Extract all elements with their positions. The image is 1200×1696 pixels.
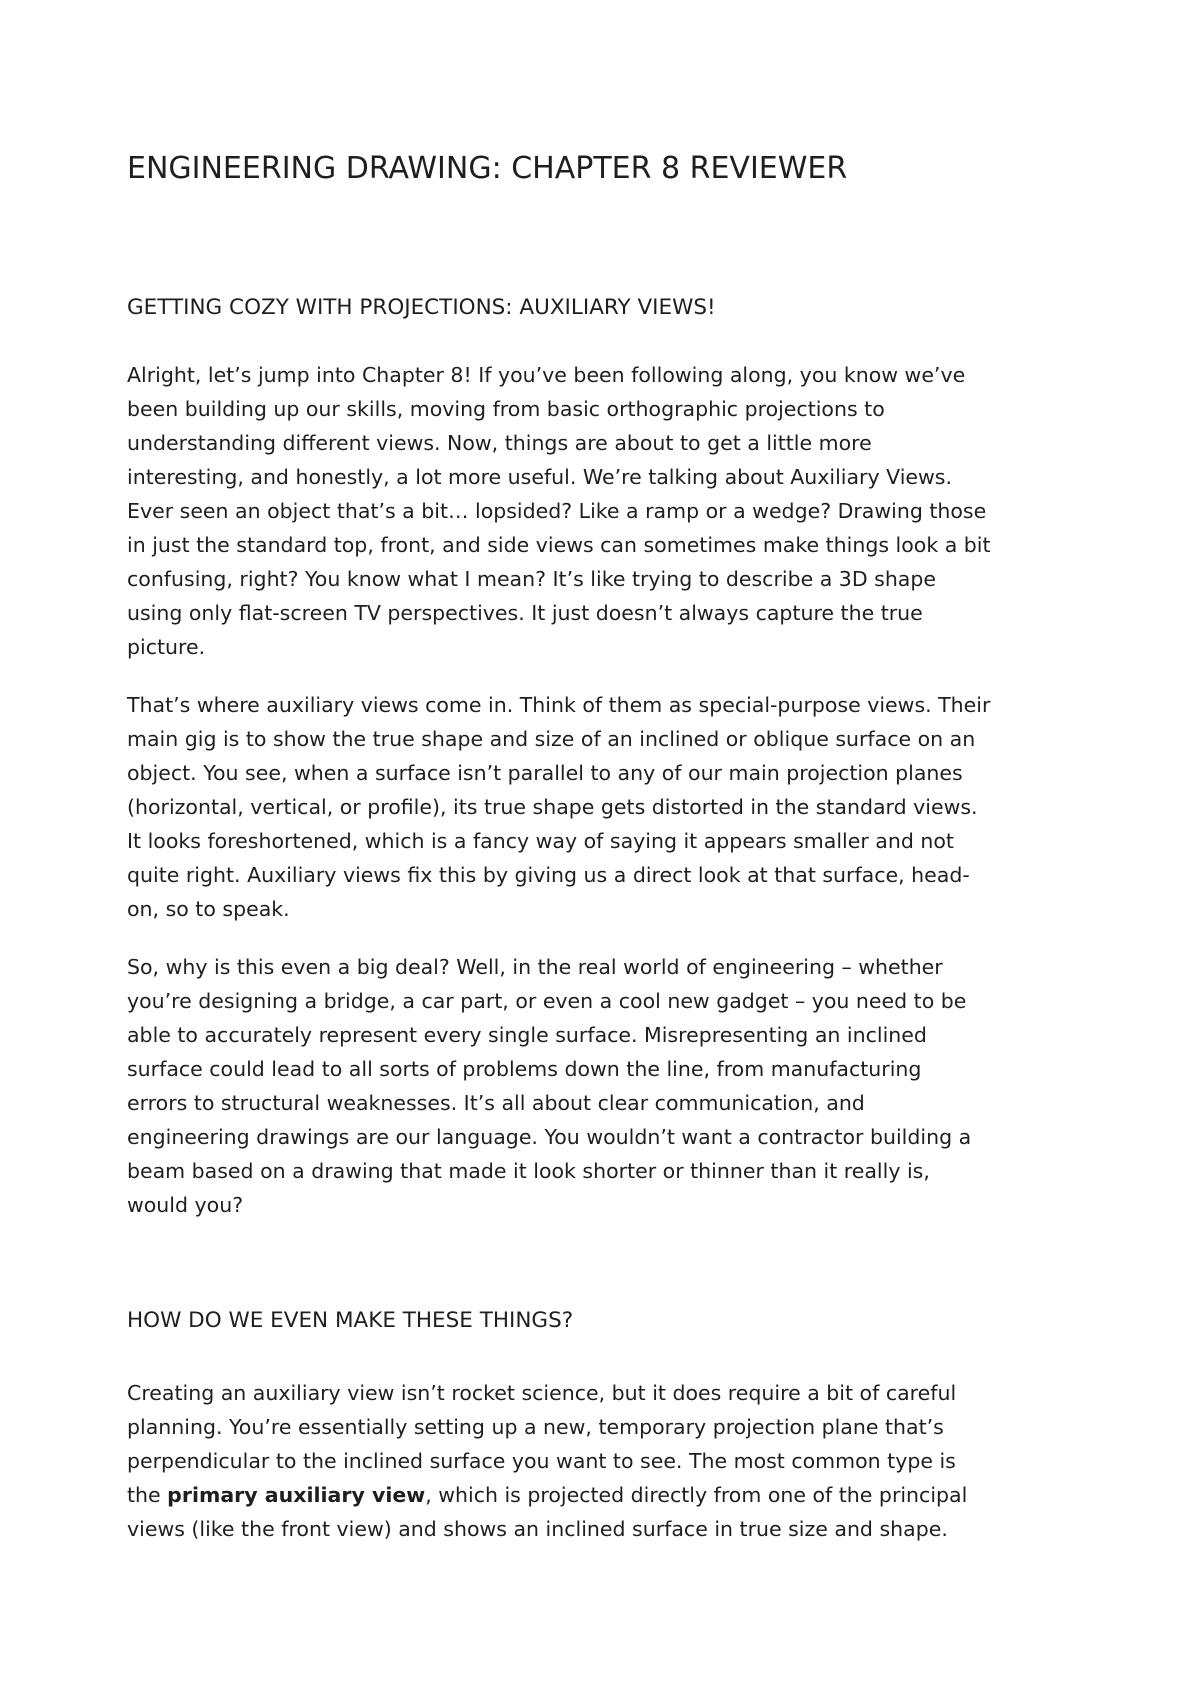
paragraph-line: perpendicular to the inclined surface you want to see. The most common type is (127, 1449, 956, 1473)
paragraph-line: That’s where auxiliary views come in. Think of them as special-purpose views. Their (127, 693, 991, 717)
paragraph-line: (horizontal, vertical, or profile), its true shape gets distorted in the standard views. (127, 795, 978, 819)
paragraph-line: surface could lead to all sorts of problems down the line, from manufacturing (127, 1057, 922, 1081)
paragraph-line: interesting, and honestly, a lot more useful. We’re talking about Auxiliary Views. (127, 465, 952, 489)
paragraph-line: picture. (127, 635, 206, 659)
paragraph-line: planning. You’re essentially setting up a new, temporary projection plane that’s (127, 1415, 944, 1439)
paragraph-line: object. You see, when a surface isn’t parallel to any of our main projection planes (127, 761, 963, 785)
text-before-bold: the (127, 1483, 168, 1507)
paragraph-line: Alright, let’s jump into Chapter 8! If you’ve been following along, you know we’ve (127, 363, 966, 387)
paragraph-intro (127, 358, 1077, 664)
paragraph-line: in just the standard top, front, and side views can sometimes make things look a bit (127, 533, 991, 557)
paragraph-line: confusing, right? You know what I mean? It’s like trying to describe a 3D shape (127, 567, 936, 591)
paragraph-line: It looks foreshortened, which is a fancy way of saying it appears smaller and not (127, 829, 954, 853)
paragraph-line: been building up our skills, moving from basic orthographic projections to (127, 397, 885, 421)
bold-term-primary-auxiliary-view: primary auxiliary view (167, 1483, 426, 1507)
section-heading-how-to-make: HOW DO WE EVEN MAKE THESE THINGS? (127, 1308, 574, 1333)
text-after-bold: , which is projected directly from one of the principal (425, 1483, 968, 1507)
section-heading-auxiliary-views: GETTING COZY WITH PROJECTIONS: AUXILIARY VIEWS! (127, 295, 716, 320)
paragraph-line: Ever seen an object that’s a bit… lopsided? Like a ramp or a wedge? Drawing those (127, 499, 987, 523)
paragraph-line: on, so to speak. (127, 897, 290, 921)
document-title: ENGINEERING DRAWING: CHAPTER 8 REVIEWER (127, 151, 848, 186)
paragraph-line: using only flat-screen TV perspectives. It just doesn’t always capture the true (127, 601, 923, 625)
paragraph-why-it-matters (127, 950, 1077, 1222)
paragraph-line: understanding different views. Now, things are about to get a little more (127, 431, 872, 455)
paragraph-line: errors to structural weaknesses. It’s all about clear communication, and (127, 1091, 865, 1115)
paragraph-auxiliary-purpose (127, 688, 1077, 926)
paragraph-line: views (like the front view) and shows an inclined surface in true size and shape. (127, 1517, 948, 1541)
paragraph-line: you’re designing a bridge, a car part, or even a cool new gadget – you need to be (127, 989, 967, 1013)
paragraph-line: Creating an auxiliary view isn’t rocket science, but it does require a bit of careful (127, 1381, 957, 1405)
paragraph-creating-auxiliary-view (127, 1376, 1077, 1546)
paragraph-line: quite right. Auxiliary views fix this by giving us a direct look at that surface, head- (127, 863, 970, 887)
paragraph-line: engineering drawings are our language. You wouldn’t want a contractor building a (127, 1125, 972, 1149)
paragraph-line: would you? (127, 1193, 244, 1217)
paragraph-line: able to accurately represent every single surface. Misrepresenting an inclined (127, 1023, 927, 1047)
paragraph-line-with-bold (127, 1478, 1077, 1512)
paragraph-line: main gig is to show the true shape and size of an inclined or oblique surface on an (127, 727, 976, 751)
paragraph-line: beam based on a drawing that made it look shorter or thinner than it really is, (127, 1159, 930, 1183)
paragraph-line: So, why is this even a big deal? Well, in the real world of engineering – whether (127, 955, 943, 979)
